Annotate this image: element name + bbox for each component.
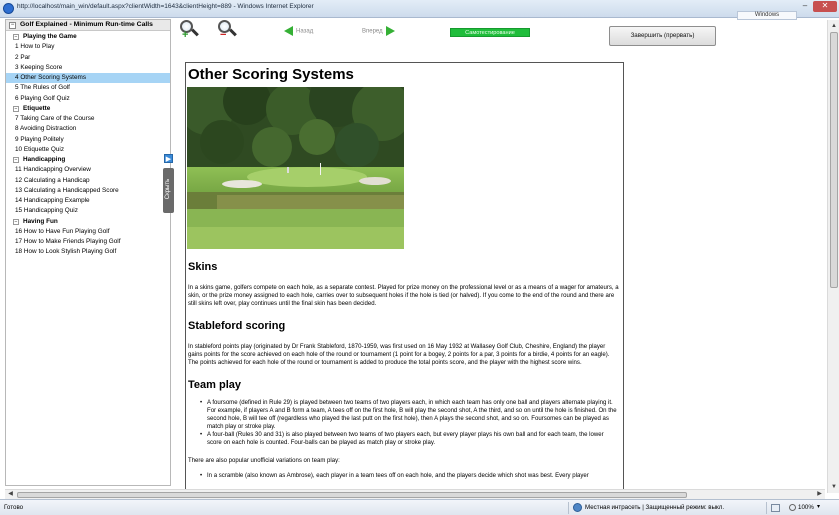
minus-icon: − xyxy=(220,29,227,41)
horizontal-scroll-thumb[interactable] xyxy=(17,492,687,498)
nav-item-label: 4 Other Scoring Systems xyxy=(15,74,87,81)
nav-item[interactable] xyxy=(6,227,170,237)
minimize-button[interactable]: – xyxy=(802,1,808,10)
hide-panel-button[interactable] xyxy=(163,168,174,213)
course-title: Golf Explained - Minimum Run-time Calls xyxy=(20,21,153,28)
nav-item-label: 10 Etiquette Quiz xyxy=(15,145,65,153)
scroll-left-icon[interactable]: ◀ xyxy=(8,491,13,497)
status-text: Готово xyxy=(4,504,24,511)
back-label: Назад xyxy=(296,28,314,35)
nav-item-label: Etiquette xyxy=(23,104,51,112)
back-button[interactable] xyxy=(284,26,313,37)
list-item: • A four-ball (Rules 30 and 31) is also played between two teams of two players each, but every player plays his own ball and for each team, the lower score on each hole is counted. Four-balls can be played as match play or stroke play. xyxy=(207,431,623,447)
nav-section[interactable] xyxy=(6,32,170,42)
nav-item-label: 2 Par xyxy=(15,53,31,61)
golf-course-image xyxy=(187,87,404,249)
finish-button[interactable]: Завершить (прервать) xyxy=(609,26,716,46)
nav-item-label: 18 How to Look Stylish Playing Golf xyxy=(15,248,117,256)
scroll-up-icon[interactable]: ▲ xyxy=(831,23,837,29)
ie-icon xyxy=(3,3,14,14)
nav-item[interactable] xyxy=(6,42,170,52)
stableford-heading: Stableford scoring xyxy=(188,320,286,332)
status-divider xyxy=(766,502,767,514)
nav-section[interactable] xyxy=(6,155,170,165)
nav-item[interactable] xyxy=(6,206,170,216)
magnifier-handle-icon xyxy=(229,29,237,37)
course-navigation-tree xyxy=(5,19,171,486)
collapse-section-icon[interactable]: − xyxy=(14,105,18,112)
nav-item-label: 5 The Rules of Golf xyxy=(15,84,70,92)
nav-item[interactable] xyxy=(6,83,170,93)
skins-heading: Skins xyxy=(188,261,218,273)
stableford-paragraph: In stableford points play (originated by Dr Frank Stableford, 1870-1959, was first used on 16 May 1932 at Wallasey Golf Club, Cheshire, England) the player gains points for the score achieved on each hole of the round or tournament (1 point for a bogey, 2 points for a par, 3 points for a birdie, 4 points for an eagle). The points achieved for each hole of the round or tournament is added to produce the total points score, and the player with the highest score wins. xyxy=(188,344,610,366)
nav-item[interactable] xyxy=(6,63,170,73)
hide-panel-label: Скрыть xyxy=(165,178,171,200)
list-item: • In a scramble (also known as Ambrose), each player in a team tees off on each hole, and the players decide which shot was best. Every player xyxy=(207,472,623,480)
nav-item-label: 12 Calculating a Handicap xyxy=(15,176,90,184)
zoom-level[interactable]: 100% xyxy=(798,504,814,511)
collapse-section-icon[interactable]: − xyxy=(14,218,18,225)
self-test-button[interactable]: Самотестирование xyxy=(450,28,530,37)
scroll-right-icon[interactable]: ▶ xyxy=(817,491,822,497)
variations-list xyxy=(207,472,623,480)
nav-item-label: 11 Handicapping Overview xyxy=(15,166,91,174)
nav-item-label: 9 Playing Politely xyxy=(15,135,64,143)
golf-course-photo xyxy=(187,87,404,249)
page-title: Other Scoring Systems xyxy=(188,66,354,83)
forward-button[interactable] xyxy=(362,26,395,37)
nav-section[interactable] xyxy=(6,104,170,114)
nav-item-label: 3 Keeping Score xyxy=(15,63,63,71)
nav-item[interactable] xyxy=(6,165,170,175)
nav-item[interactable] xyxy=(6,124,170,134)
nav-item[interactable] xyxy=(6,186,170,196)
nav-item-label: 1 How to Play xyxy=(15,43,55,51)
nav-item[interactable] xyxy=(6,94,170,104)
scroll-down-icon[interactable]: ▼ xyxy=(831,484,837,490)
arrow-right-icon xyxy=(386,26,395,36)
team-play-list xyxy=(207,399,623,447)
team-play-after: There are also popular unofficial variations on team play: xyxy=(188,458,340,464)
security-zone-text: Местная интрасеть | Защищенный режим: выкл. xyxy=(585,504,725,511)
nav-item-label: 16 How to Have Fun Playing Golf xyxy=(15,227,110,235)
collapse-section-icon[interactable]: − xyxy=(14,34,18,40)
protected-mode-icon[interactable] xyxy=(771,504,780,512)
nav-item[interactable] xyxy=(6,196,170,206)
windows-label: Windows xyxy=(737,11,797,20)
nav-item-label: Handicapping xyxy=(23,156,66,163)
nav-item[interactable] xyxy=(6,237,170,247)
plus-icon: + xyxy=(182,29,189,41)
nav-item[interactable] xyxy=(6,135,170,145)
browser-title-bar xyxy=(0,0,839,18)
nav-header xyxy=(6,20,170,31)
nav-list xyxy=(6,31,170,258)
nav-item-label: Playing the Game xyxy=(23,33,77,40)
nav-item-label: 6 Playing Golf Quiz xyxy=(15,94,70,102)
zoom-in-button[interactable] xyxy=(180,20,200,40)
zoom-menu-icon[interactable]: ▾ xyxy=(817,504,821,510)
nav-item[interactable] xyxy=(6,73,170,83)
nav-item[interactable] xyxy=(6,247,170,257)
expand-arrow-icon[interactable]: ▶ xyxy=(165,156,172,163)
nav-item[interactable] xyxy=(6,53,170,63)
nav-item-label: 13 Calculating a Handicapped Score xyxy=(15,186,119,194)
status-bar xyxy=(0,499,839,515)
team-play-heading: Team play xyxy=(188,379,241,391)
window-title: http://localhost/main_win/default.aspx?clientWidth=1643&clientHeight=889 - Windows Internet Explorer xyxy=(17,3,314,10)
nav-item-label: 17 How to Make Friends Playing Golf xyxy=(15,238,121,245)
intranet-zone-icon xyxy=(573,503,582,512)
vertical-scroll-thumb[interactable] xyxy=(830,32,838,288)
nav-item-label: 8 Avoiding Distraction xyxy=(15,125,77,133)
nav-item[interactable] xyxy=(6,114,170,124)
nav-item[interactable] xyxy=(6,145,170,155)
nav-section[interactable] xyxy=(6,217,170,227)
nav-item-label: 7 Taking Care of the Course xyxy=(15,115,95,122)
nav-item[interactable] xyxy=(6,176,170,186)
status-divider xyxy=(568,502,569,514)
arrow-left-icon xyxy=(284,26,293,36)
collapse-section-icon[interactable]: − xyxy=(14,157,18,163)
zoom-level-icon xyxy=(789,504,796,511)
lesson-content xyxy=(185,62,624,492)
forward-label: Вперед xyxy=(362,28,383,35)
nav-item-label: 15 Handicapping Quiz xyxy=(15,207,78,215)
horizontal-scrollbar[interactable] xyxy=(5,489,825,499)
vertical-scrollbar[interactable] xyxy=(827,20,839,493)
collapse-all-icon[interactable]: − xyxy=(10,22,15,28)
skins-paragraph: In a skins game, golfers compete on each hole, as a separate contest. Played for prize money on the professional level or as a means of a wager for amateurs, a skin, or the prize money assigned to each hole, carries over to subsequent holes if the hole is tied (or halved). If you come to the end of the round and there are still skins left over, play continues until the final skin has been decided. xyxy=(188,285,619,307)
magnifier-handle-icon xyxy=(191,29,199,37)
list-item: • A foursome (defined in Rule 29) is played between two teams of two players each, in which each team has only one ball and players alternate playing it. For example, if players A and B form a team, A tees off on the first hole, B will play the second shot, A the third, and so on until the hole is finished. On the second hole, B will tee off (regardless who played the last putt on the first hole), then A plays the second shot, and so on. Foursomes can be played as match play or stroke play. xyxy=(207,399,623,431)
nav-item-label: 14 Handicapping Example xyxy=(15,197,90,204)
close-button[interactable]: ✕ xyxy=(813,1,837,12)
zoom-out-button[interactable] xyxy=(218,20,238,40)
nav-item-label: Having Fun xyxy=(23,217,58,225)
